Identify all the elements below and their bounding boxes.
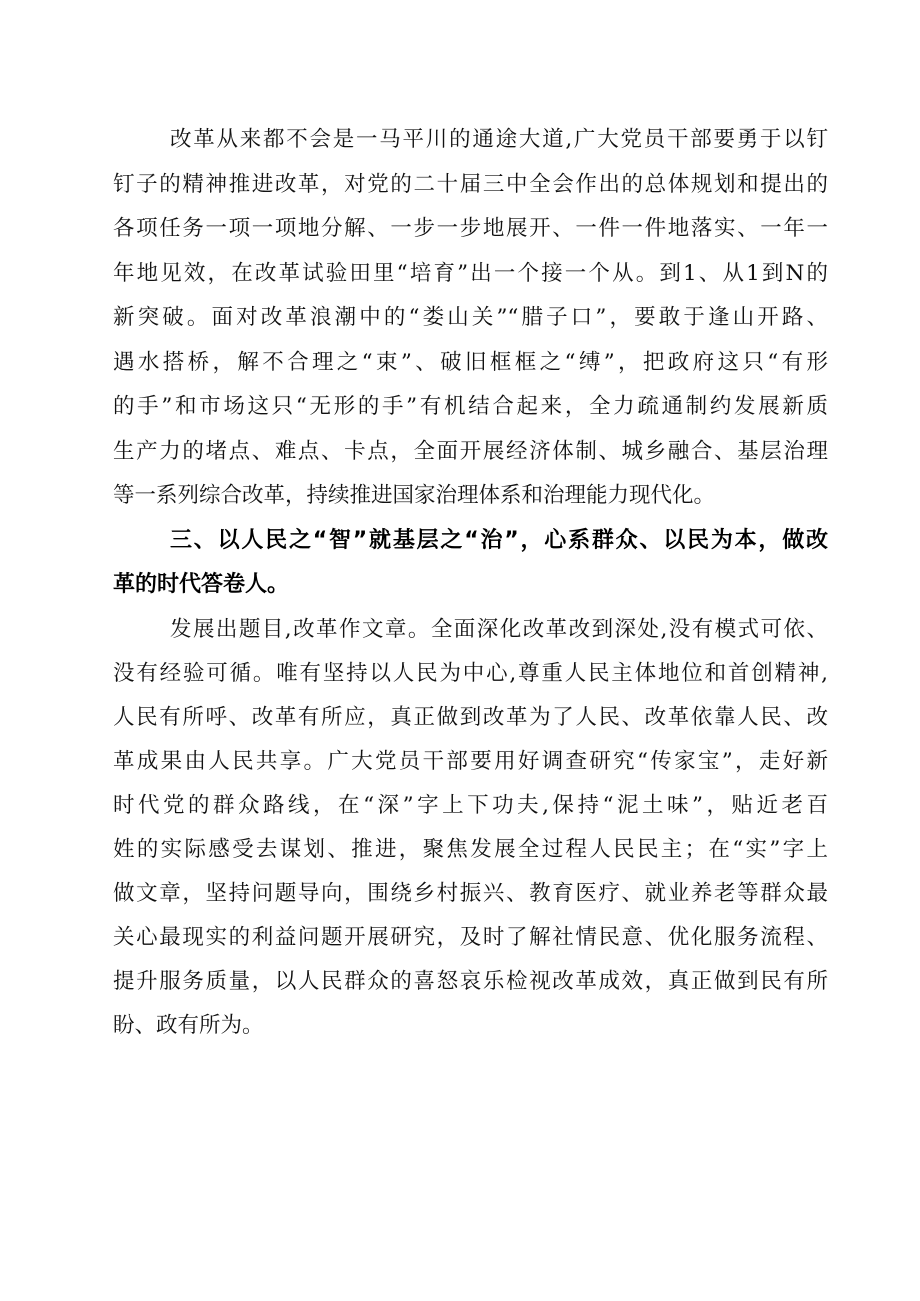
- text-line: 盼、政有所为。: [113, 1013, 264, 1039]
- text-line: 人民有所呼、改革有所应，真正做到改革为了人民、改革依靠人民、改: [113, 704, 828, 730]
- text-line: 新突破。面对改革浪潮中的“娄山关”“腊子口”，要敢于逢山开路、: [113, 305, 828, 330]
- text-line: 改革从来都不会是一马平川的通途大道,广大党员干部要勇于以钉: [170, 127, 828, 152]
- section-heading: [113, 519, 828, 608]
- text-line: 革成果由人民共享。广大党员干部要用好调查研究“传家宝”，走好新: [113, 748, 828, 774]
- text-line: 时代党的群众路线，在“深”字上下功夫,保持“泥土味”，贴近老百: [113, 792, 828, 818]
- text-line: 遇水搭桥，解不合理之“束”、破旧框框之“缚”，把政府这只“有形: [113, 349, 828, 375]
- paragraph-reform-spirit: [113, 118, 828, 519]
- text-line: 的手”和市场这只“无形的手”有机结合起来，全力疏通制约发展新质: [113, 394, 828, 419]
- document-page: [113, 118, 828, 1048]
- text-line: 发展出题目,改革作文章。全面深化改革改到深处,没有模式可依、: [170, 616, 828, 642]
- text-line: 姓的实际感受去谋划、推进，聚焦发展全过程人民民主；在“实”字上: [113, 836, 828, 862]
- text-line: 钉子的精神推进改革，对党的二十届三中全会作出的总体规划和提出的: [113, 171, 828, 197]
- text-line: 生产力的堵点、难点、卡点，全面开展经济体制、城乡融合、基层治理: [113, 438, 828, 464]
- text-line: 提升服务质量，以人民群众的喜怒哀乐检视改革成效，真正做到民有所: [113, 969, 828, 995]
- text-line: 做文章，坚持问题导向，围绕乡村振兴、教育医疗、就业养老等群众最: [113, 881, 828, 907]
- text-line: 各项任务一项一项地分解、一步一步地展开、一件一件地落实、一年一: [113, 216, 828, 241]
- text-line: 没有经验可循。唯有坚持以人民为中心,尊重人民主体地位和首创精神,: [113, 660, 828, 686]
- heading-line: 三、以人民之“智”就基层之“治”，心系群众、以民为本，做改: [170, 527, 828, 553]
- text-line: 年地见效，在改革试验田里“培育”出一个接一个从。到1、从1到N的: [113, 260, 828, 286]
- paragraph-people-centered: [113, 608, 828, 1049]
- heading-line: 革的时代答卷人。: [113, 572, 290, 597]
- text-line: 关心最现实的利益问题开展研究，及时了解社情民意、优化服务流程、: [113, 925, 828, 951]
- text-line: 等一系列综合改革，持续推进国家治理体系和治理能力现代化。: [113, 483, 716, 508]
